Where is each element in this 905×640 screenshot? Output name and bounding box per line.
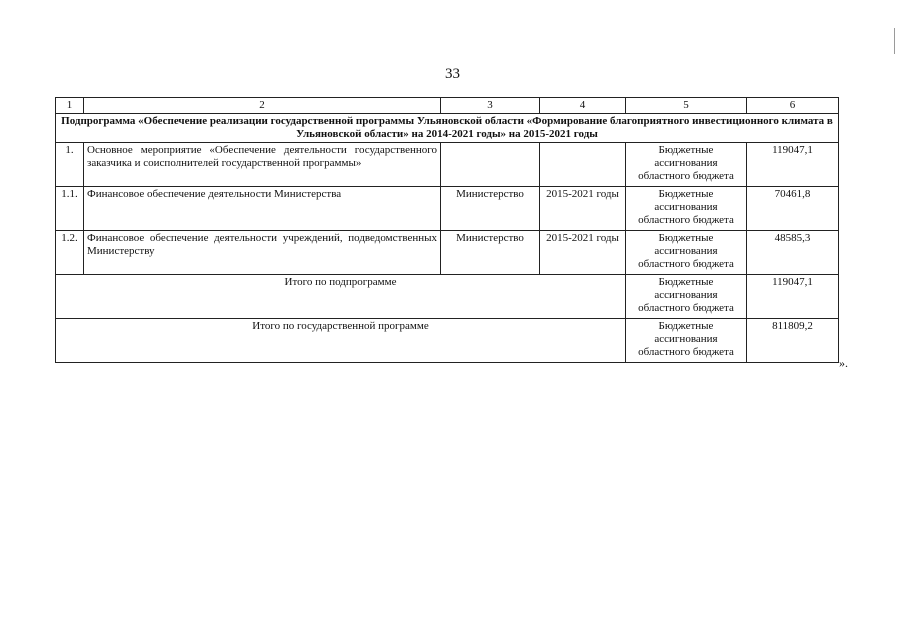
row-period: 2015-2021 годы — [540, 231, 626, 275]
column-number: 3 — [441, 98, 540, 114]
row-name: Финансовое обеспечение деятельности учреждений, подведомственных Министерству — [84, 231, 441, 275]
total-amount: 119047,1 — [747, 275, 839, 319]
column-number: 2 — [84, 98, 441, 114]
subprogram-title: Подпрограмма «Обеспечение реализации государственной программы Ульяновской области «Формирование благоприятного инвестиционного климата в Ульяновской области» на 2014-2021 годы» на 2015-2021 годы — [56, 114, 839, 143]
row-number: 1.2. — [56, 231, 84, 275]
row-funding-source: Бюджетные ассигнования областного бюджета — [626, 143, 747, 187]
budget-table — [55, 97, 839, 363]
row-executor: Министерство — [441, 187, 540, 231]
subprogram-total-row — [56, 275, 839, 319]
column-number: 5 — [626, 98, 747, 114]
row-name: Финансовое обеспечение деятельности Министерства — [84, 187, 441, 231]
row-amount: 119047,1 — [747, 143, 839, 187]
subprogram-row — [56, 114, 839, 143]
row-executor — [441, 143, 540, 187]
page-number: 33 — [445, 66, 460, 82]
total-amount: 811809,2 — [747, 319, 839, 363]
column-number: 6 — [747, 98, 839, 114]
row-period — [540, 143, 626, 187]
table-row — [56, 231, 839, 275]
program-total-row — [56, 319, 839, 363]
row-period: 2015-2021 годы — [540, 187, 626, 231]
table-row — [56, 143, 839, 187]
row-amount: 70461,8 — [747, 187, 839, 231]
total-label: Итого по подпрограмме — [56, 275, 626, 319]
table-row — [56, 187, 839, 231]
column-number-row — [56, 98, 839, 114]
closing-quote: ». — [839, 356, 848, 370]
row-name: Основное мероприятие «Обеспечение деятельности государственного заказчика и соисполнителей государственной программы» — [84, 143, 441, 187]
row-funding-source: Бюджетные ассигнования областного бюджета — [626, 231, 747, 275]
row-number: 1.1. — [56, 187, 84, 231]
total-funding-source: Бюджетные ассигнования областного бюджета — [626, 319, 747, 363]
column-number: 1 — [56, 98, 84, 114]
total-label: Итого по государственной программе — [56, 319, 626, 363]
column-number: 4 — [540, 98, 626, 114]
margin-mark — [894, 28, 895, 54]
total-funding-source: Бюджетные ассигнования областного бюджета — [626, 275, 747, 319]
row-executor: Министерство — [441, 231, 540, 275]
row-amount: 48585,3 — [747, 231, 839, 275]
row-funding-source: Бюджетные ассигнования областного бюджета — [626, 187, 747, 231]
row-number: 1. — [56, 143, 84, 187]
